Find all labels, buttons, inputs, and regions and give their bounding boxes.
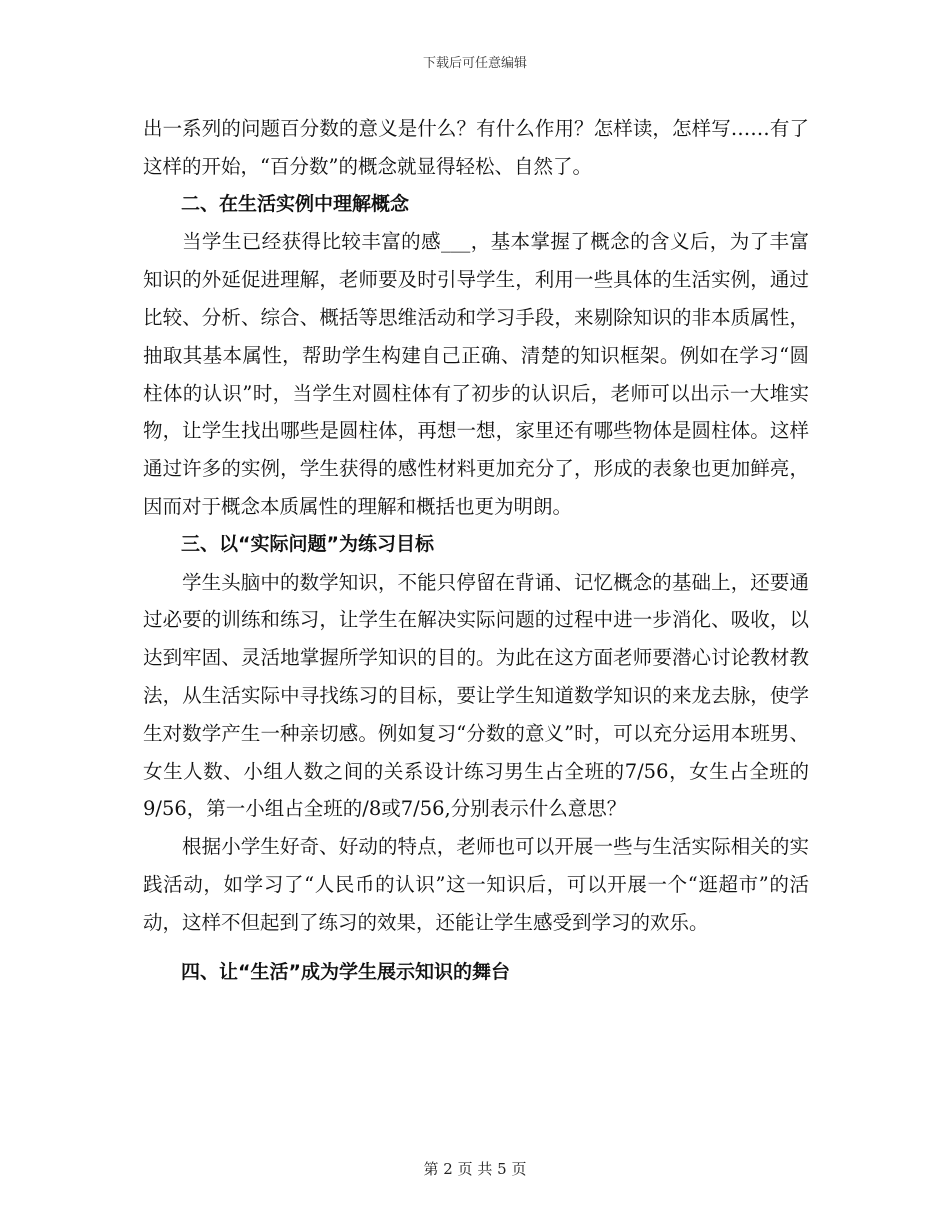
section-heading-2: 二、在生活实例中理解概念 [181, 192, 410, 215]
document-body [143, 110, 809, 991]
header-note: 下载后可任意编辑 [422, 56, 527, 71]
section-heading-4: 四、让“生活”成为学生展示知识的舞台 [181, 960, 510, 983]
paragraph-continued: 出一系列的问题百分数的意义是什么？有什么作用？怎样读，怎样写……有了这样的开始，“百分数”的概念就显得轻松、自然了。 [143, 117, 809, 178]
section-heading-3: 三、以“实际问题”为练习目标 [181, 532, 434, 555]
paragraph-section-3b: 根据小学生好奇、好动的特点，老师也可以开展一些与生活实际相关的实践活动，如学习了“人民币的认识”这一知识后，可以开展一个“逛超市”的活动，这样不但起到了练习的效果，还能让学生感受到学习的欢乐。 [143, 835, 809, 934]
paragraph-section-2: 当学生已经获得比较丰富的感___，基本掌握了概念的含义后，为了丰富知识的外延促进理解，老师要及时引导学生，利用一些具体的生活实例，通过比较、分析、综合、概括等思维活动和学习手段，来剔除知识的非本质属性，抽取其基本属性，帮助学生构建自己正确、清楚的知识框架。例如在学习“圆柱体的认识”时，当学生对圆柱体有了初步的认识后，老师可以出示一大堆实物，让学生找出哪些是圆柱体，再想一想，家里还有哪些物体是圆柱体。这样通过许多的实例，学生获得的感性材料更加充分了，形成的表象也更加鲜亮，因而对于概念本质属性的理解和概括也更为明朗。 [143, 230, 809, 518]
paragraph-section-3a: 学生头脑中的数学知识，不能只停留在背诵、记忆概念的基础上，还要通过必要的训练和练习，让学生在解决实际问题的过程中进一步消化、吸收，以达到牢固、灵活地掌握所学知识的目的。为此在这方面老师要潜心讨论教材教法，从生活实际中寻找练习的目标，要让学生知道数学知识的来龙去脉，使学生对数学产生一种亲切感。例如复习“分数的意义”时，可以充分运用本班男、女生人数、小组人数之间的关系设计练习男生占全班的7/56，女生占全班的9/56，第一小组占全班的/8或7/56,分别表示什么意思？ [143, 570, 809, 821]
page-number: 第 2 页 共 5 页 [423, 1160, 527, 1178]
